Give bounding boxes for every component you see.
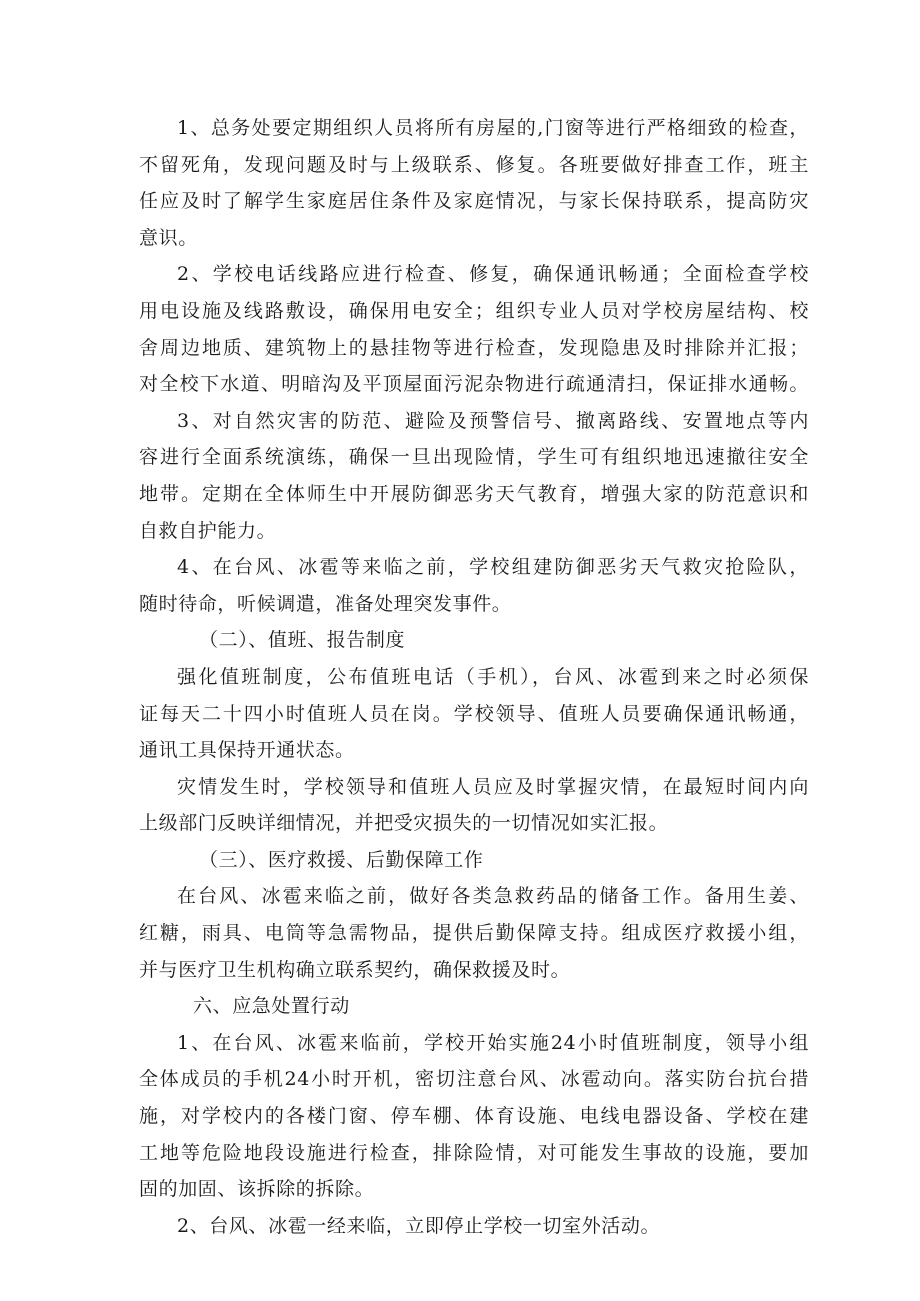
paragraph-line: 红糖，雨具、电筒等急需物品，提供后勤保障支持。组成医疗救援小组， xyxy=(139,922,809,945)
paragraph-line: 2、台风、冰雹一经来临，立即停止学校一切室外活动。 xyxy=(177,1214,661,1237)
section-heading: 六、应急处置行动 xyxy=(193,995,350,1018)
paragraph-line: 上级部门反映详细情况，并把受灾损失的一切情况如实汇报。 xyxy=(139,812,669,835)
section-heading: （三）、医疗救援、后勤保障工作 xyxy=(199,848,484,871)
paragraph-line: 用电设施及线路敷设，确保用电安全；组织专业人员对学校房屋结构、校 xyxy=(139,299,809,322)
paragraph-line: 并与医疗卫生机构确立联系契约，确保救援及时。 xyxy=(139,958,571,981)
paragraph-line: 随时待命，听候调遣，准备处理突发事件。 xyxy=(139,592,512,615)
paragraph-line: 通讯工具保持开通状态。 xyxy=(139,739,355,762)
paragraph-line: 灾情发生时，学校领导和值班人员应及时掌握灾情，在最短时间内向 xyxy=(177,775,809,798)
paragraph-line: 全体成员的手机24小时开机，密切注意台风、冰雹动向。落实防台抗台措 xyxy=(139,1068,809,1091)
paragraph-line: 不留死角，发现问题及时与上级联系、修复。各班要做好排查工作，班主 xyxy=(139,153,809,176)
paragraph-line: 意识。 xyxy=(139,226,198,249)
paragraph-line: 任应及时了解学生家庭居住条件及家庭情况，与家长保持联系，提高防灾 xyxy=(139,190,809,213)
paragraph-line: 4、在台风、冰雹等来临之前，学校组建防御恶劣天气救灾抢险队， xyxy=(177,556,809,579)
paragraph-line: 证每天二十四小时值班人员在岗。学校领导、值班人员要确保通讯畅通， xyxy=(139,702,809,725)
paragraph-line: 地带。定期在全体师生中开展防御恶劣天气教育，增强大家的防范意识和 xyxy=(139,482,809,505)
paragraph-line: 对全校下水道、明暗沟及平顶屋面污泥杂物进行疏通清扫，保证排水通畅。 xyxy=(139,373,809,396)
paragraph-line: 强化值班制度，公布值班电话（手机），台风、冰雹到来之时必须保 xyxy=(177,665,809,688)
paragraph-line: 工地等危险地段设施进行检查，排除险情，对可能发生事故的设施，要加 xyxy=(139,1141,809,1164)
paragraph-line: 舍周边地质、建筑物上的悬挂物等进行检查，发现隐患及时排除并汇报； xyxy=(139,336,809,359)
paragraph-line: 固的加固、该拆除的拆除。 xyxy=(139,1178,375,1201)
paragraph-line: 1、总务处要定期组织人员将所有房屋的,门窗等进行严格细致的检查， xyxy=(177,117,809,139)
document-body xyxy=(139,110,809,1244)
paragraph-line: 在台风、冰雹来临之前，做好各类急救药品的储备工作。备用生姜、 xyxy=(177,885,809,908)
paragraph-line: 施，对学校内的各楼门窗、停车棚、体育设施、电线电器设备、学校在建 xyxy=(139,1105,809,1128)
paragraph-line: 自救自护能力。 xyxy=(139,519,277,542)
paragraph-line: 容进行全面系统演练，确保一旦出现险情，学生可有组织地迅速撤往安全 xyxy=(139,446,809,469)
section-heading: （二）、值班、报告制度 xyxy=(199,629,406,652)
paragraph-line: 3、对自然灾害的防范、避险及预警信号、撤离路线、安置地点等内 xyxy=(177,409,809,432)
paragraph-line: 2、学校电话线路应进行检查、修复，确保通讯畅通；全面检查学校 xyxy=(177,263,809,286)
paragraph-line: 1、在台风、冰雹来临前，学校开始实施24小时值班制度，领导小组 xyxy=(177,1031,809,1054)
